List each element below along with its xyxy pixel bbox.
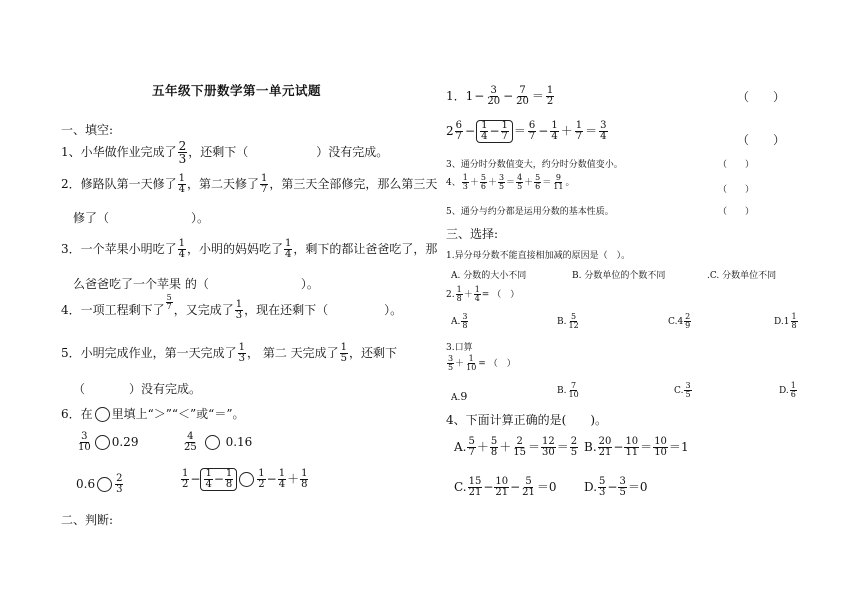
fill-q2: 2．修路队第一天修了 $\frac{1}{4}$ ，第二天修了 $\frac{1}{7}$ ，第三天全部修完，那么第三天 [61,173,438,195]
judge-3-mark[interactable]: （ ） [718,160,755,170]
compare-row-1b: $\frac{4}{25}$ 0.16 [184,431,253,453]
question-4-heading: 4、下面计算正确的是( )。 [446,413,607,427]
page-title: 五年级下册数学第一单元试题 [152,83,322,98]
compare-circle-4[interactable] [239,472,254,487]
q1-fraction: $\frac{2}{3}$ [178,139,187,166]
compare-circle[interactable] [95,407,110,422]
compare-row-1: $\frac{3}{10}$ 0.29 [78,431,139,453]
compare-row-2b: $\frac{1}{2}$ − $\frac{1}{4}$ − $\frac{1}{8}$ $\frac{1}{2}$ − $\frac{1}{4}$ ＋ $\frac{1}{8}$ [182,468,308,490]
choice-3-c[interactable]: C. $\frac{3}{5}$ [674,381,691,399]
q4-option-a[interactable]: A. $\frac{5}{7}$ ＋ $\frac{5}{8}$ ＋ $\frac{2}{15}$ ＝ $\frac{12}{30}$ ＝ $\frac{2}{5}$ [454,436,578,458]
fill-q3-line2: 么爸爸吃了一个苹果 的（ ）。 [73,277,319,291]
judge-5: 5、通分与约分都是运用分数的基本性质。 [446,207,614,217]
fill-q2-line2: 修了（ ）。 [73,211,210,225]
choice-1-b[interactable]: B. 分数单位的个数不同 [572,271,666,281]
judge-2-mark[interactable]: （ ） [737,133,786,147]
q4-option-b[interactable]: B. $\frac{20}{21}$ − $\frac{10}{11}$ ＝ $\frac{10}{10}$ ＝1 [584,436,689,458]
fill-q3: 3．一个苹果小明吃了 $\frac{1}{4}$ ，小明的妈妈吃了 $\frac{1}{4}$ ，剩下的都让爸爸吃了，那 [61,238,438,260]
choice-2-d[interactable]: D.1 $\frac{1}{8}$ [774,312,797,330]
section-judge-heading: 二、判断: [61,513,114,527]
choice-1-c[interactable]: .C. 分数单位不同 [707,271,777,281]
choice-3-d[interactable]: D. $\frac{1}{6}$ [779,381,796,399]
choice-1: 1.异分母分数不能直接相加减的原因是（ ）。 [446,251,631,261]
choice-1-a[interactable]: A. 分数的大小不同 [451,271,527,281]
fill-q4: 4．一项工程剩下了 $\frac{5}{7}$ ，又完成了 $\frac{1}{3}$ ，现在还剩下（ ）。 [61,293,403,321]
compare-circle-1[interactable] [95,435,110,450]
choice-3: $\frac{3}{5}$ ＋ $\frac{1}{10}$ = （ ） [448,354,516,372]
choice-3-a[interactable]: A.9 [451,390,468,403]
fill-q5: 5．小明完成作业，第一天完成了 $\frac{1}{3}$ ， 第二 天完成了 $\frac{1}{5}$ ，还剩下 [61,342,398,364]
compare-row-2: 0.6 $\frac{2}{3}$ [76,473,123,495]
q1-text-end: ）没有完成。 [316,145,389,159]
compare-circle-3[interactable] [97,477,112,492]
fill-q1 [61,140,388,165]
choice-2-b[interactable]: B. $\frac{5}{12}$ [557,312,579,330]
judge-5-mark[interactable]: （ ） [718,207,755,217]
fill-q6: 6．在 里填上“＞”“＜”或“＝”。 [61,407,245,421]
judge-4: 4、 $\frac{1}{3}$ ＋ $\frac{5}{6}$ ＋ $\frac{3}{5}$ ＝ $\frac{4}{5}$ ＋ $\frac{5}{6}$ ＝ $\frac{9}{11}$ 。 [446,173,575,191]
section-fill-heading: 一、填空: [61,123,114,137]
choice-3-head: 3.口算 [446,343,473,353]
choice-3-b[interactable]: B. $\frac{7}{10}$ [557,381,579,399]
judge-4-mark[interactable]: （ ） [718,185,755,195]
judge-1-mark[interactable]: （ ） [737,90,786,104]
fill-q5-line2: （ ）没有完成。 [73,382,202,396]
choice-2: 2. $\frac{1}{8}$ ＋ $\frac{1}{4}$ = （ ） [446,285,520,303]
choice-2-c[interactable]: C.4 $\frac{2}{9}$ [668,312,691,330]
q4-option-c[interactable]: C. $\frac{15}{21}$ − $\frac{10}{21}$ − $\frac{5}{21}$ ＝0 [454,476,557,498]
compare-circle-2[interactable] [205,435,220,450]
q4-option-d[interactable]: D. $\frac{5}{3}$ − $\frac{3}{5}$ ＝0 [584,476,648,498]
judge-3: 3、通分时分数值变大，约分时分数值变小。 [446,160,623,170]
q1-text-mid: ，还剩下（ [188,145,249,159]
judge-1: 1．1− $\frac{3}{20}$ − $\frac{7}{20}$ ＝ $\frac{1}{2}$ [446,85,554,107]
q1-text: 1、小华做作业完成了 [61,145,177,159]
section-choice-heading: 三、选择: [446,227,499,241]
judge-2: 2 $\frac{6}{7}$ − $\frac{1}{4}$ − $\frac{1}{7}$ ＝ $\frac{6}{7}$ − $\frac{1}{4}$ ＋ $\frac{1}{7}$ ＝ $\frac{3}{4}$ [446,120,607,142]
choice-2-a[interactable]: A. $\frac{3}{8}$ [451,312,468,330]
